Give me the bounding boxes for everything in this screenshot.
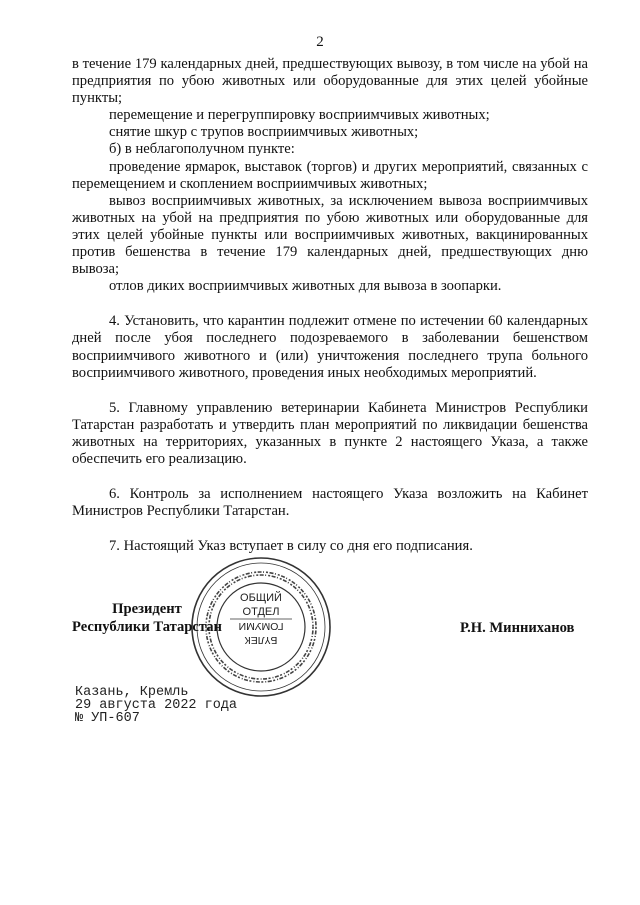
clause-4: 4. Установить, что карантин подлежит отмене по истечении 60 календарных дней после убоя последнего подозреваемого в заболевании бешенством восприимчивого животного и (или) уничтожения последнего трупа больного восприимчивого животного, проведения иных необходимых мероприятий.: [72, 313, 588, 381]
clause-7: 7. Настоящий Указ вступает в силу со дня его подписания.: [109, 538, 473, 555]
page-number: 2: [316, 34, 324, 50]
paragraph: перемещение и перегруппировку восприимчивых животных;: [109, 107, 490, 124]
signatory-title: [72, 600, 222, 636]
stamp-line-2: ОТДЕЛ: [242, 606, 280, 618]
signatory-name: Р.Н. Минниханов: [460, 620, 575, 636]
clause-6: 6. Контроль за исполнением настоящего Указа возложить на Кабинет Министров Республики Татарстан.: [72, 486, 588, 520]
paragraph: б) в неблагополучном пункте:: [109, 141, 295, 158]
place-and-date: [75, 686, 237, 725]
stamp-line-4: ГОМУМИ: [238, 620, 284, 632]
document-body: [72, 56, 588, 555]
paragraph: проведение ярмарок, выставок (торгов) и других мероприятий, связанных с перемещением и скоплением восприимчивых животных;: [72, 158, 588, 192]
paragraph: отлов диких восприимчивых животных для вывоза в зоопарки.: [109, 278, 502, 295]
paragraph: вывоз восприимчивых животных, за исключением вывоза восприимчивых животных на убой на предприятия по убою животных или оборудованные для этих целей убойные пункты или восприимчивых животных, вакцинированных против бешенства в течение 179 календарных дней, предшествующих дню вывоза;: [72, 192, 588, 278]
stamp-line-3: БҮЛЕК: [244, 634, 278, 646]
decree-date: 29 августа 2022 года: [75, 698, 238, 713]
signatory-title-line1: Президент: [112, 601, 182, 617]
decree-number: № УП-607: [75, 711, 140, 726]
clause-5: 5. Главному управлению ветеринарии Кабинета Министров Республики Татарстан разработать и утвердить план мероприятий по ликвидации бешенства животных на территориях, указанных в пункте 2 настоящего Указа, а также обеспечить его реализацию.: [72, 399, 588, 467]
stamp-line-1: ОБЩИЙ: [240, 592, 282, 604]
place-city: Казань, Кремль: [75, 685, 189, 700]
paragraph: снятие шкур с трупов восприимчивых животных;: [109, 124, 419, 141]
paragraph: в течение 179 календарных дней, предшествующих вывозу, в том числе на убой на предприятия по убою животных или оборудованные для этих целей убойные пункты;: [72, 56, 588, 107]
signatory-title-line2: Республики Татарстан: [72, 619, 222, 635]
